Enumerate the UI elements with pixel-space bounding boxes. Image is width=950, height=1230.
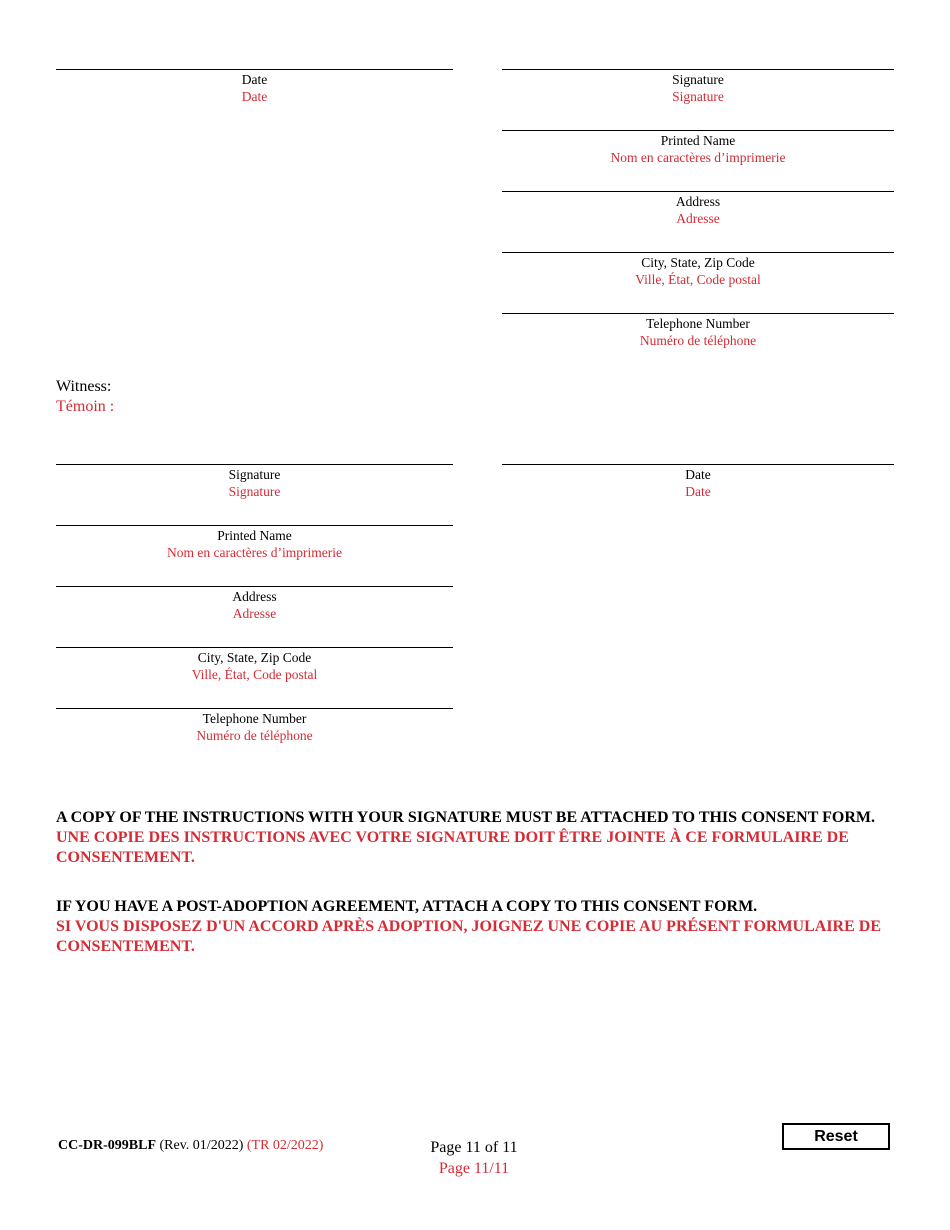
witness-telephone-label-en: Telephone Number	[202, 711, 307, 726]
witness-city-state-zip-label-fr: Ville, État, Code postal	[191, 667, 318, 682]
notice-instructions	[56, 808, 906, 868]
witness-signature-label-en: Signature	[228, 467, 281, 482]
consenter-signature-label-fr: Signature	[672, 89, 724, 104]
witness-signature-label-fr: Signature	[228, 484, 281, 499]
consenter-date-label-fr: Date	[241, 89, 268, 104]
reset-button[interactable]: Reset	[782, 1123, 890, 1150]
witness-city-state-zip-field[interactable]	[56, 647, 453, 683]
consenter-printed-name-label-fr: Nom en caractères d’imprimerie	[610, 150, 786, 165]
form-code: CC-DR-099BLF	[58, 1138, 156, 1153]
consenter-signature-label-en: Signature	[672, 72, 724, 87]
consenter-city-state-zip-label-en: City, State, Zip Code	[641, 255, 755, 270]
consenter-printed-name-label-en: Printed Name	[660, 133, 736, 148]
page-number	[400, 1137, 548, 1179]
consenter-date-label-en: Date	[241, 72, 268, 87]
witness-heading	[56, 377, 114, 417]
witness-printed-name-field[interactable]	[56, 525, 453, 561]
consenter-city-state-zip-label-fr: Ville, État, Code postal	[635, 272, 761, 287]
consenter-date-field[interactable]	[56, 69, 453, 105]
consenter-address-label-fr: Adresse	[676, 211, 720, 226]
form-translation-date: (TR 02/2022)	[246, 1138, 324, 1153]
witness-address-label-fr: Adresse	[232, 606, 277, 621]
page-number-fr: Page 11/11	[438, 1160, 510, 1177]
consenter-signature-field[interactable]	[502, 69, 894, 105]
consenter-address-label-en: Address	[675, 194, 721, 209]
witness-date-label-en: Date	[685, 467, 711, 482]
witness-printed-name-label-en: Printed Name	[217, 528, 292, 543]
notice-post-adoption	[56, 897, 906, 957]
notice-instructions-en: A COPY OF THE INSTRUCTIONS WITH YOUR SIGNATURE MUST BE ATTACHED TO THIS CONSENT FORM.	[56, 809, 875, 826]
witness-printed-name-label-fr: Nom en caractères d’imprimerie	[166, 545, 343, 560]
witness-heading-fr: Témoin :	[56, 398, 115, 415]
page-number-en: Page 11 of 11	[430, 1139, 518, 1156]
notice-instructions-fr: UNE COPIE DES INSTRUCTIONS AVEC VOTRE SIGNATURE DOIT ÊTRE JOINTE À CE FORMULAIRE DE CONSENTEMENT.	[56, 829, 849, 866]
witness-date-label-fr: Date	[685, 484, 711, 499]
consenter-telephone-field[interactable]	[502, 313, 894, 349]
consenter-telephone-label-fr: Numéro de téléphone	[639, 333, 757, 348]
form-revision: (Rev. 01/2022)	[159, 1138, 244, 1153]
witness-address-label-en: Address	[232, 589, 277, 604]
consenter-printed-name-field[interactable]	[502, 130, 894, 166]
consenter-city-state-zip-field[interactable]	[502, 252, 894, 288]
witness-address-field[interactable]	[56, 586, 453, 622]
witness-date-field[interactable]	[502, 464, 894, 500]
notice-post-adoption-fr: SI VOUS DISPOSEZ D'UN ACCORD APRÈS ADOPTION, JOIGNEZ UNE COPIE AU PRÉSENT FORMULAIRE DE CONSENTEMENT.	[56, 918, 882, 955]
form-identifier	[58, 1138, 323, 1154]
witness-telephone-label-fr: Numéro de téléphone	[196, 728, 313, 743]
consenter-address-field[interactable]	[502, 191, 894, 227]
witness-city-state-zip-label-en: City, State, Zip Code	[197, 650, 312, 665]
notice-post-adoption-en: IF YOU HAVE A POST-ADOPTION AGREEMENT, ATTACH A COPY TO THIS CONSENT FORM.	[56, 898, 758, 915]
witness-heading-en: Witness:	[56, 378, 112, 395]
witness-signature-field[interactable]	[56, 464, 453, 500]
witness-telephone-field[interactable]	[56, 708, 453, 744]
consenter-telephone-label-en: Telephone Number	[646, 316, 750, 331]
